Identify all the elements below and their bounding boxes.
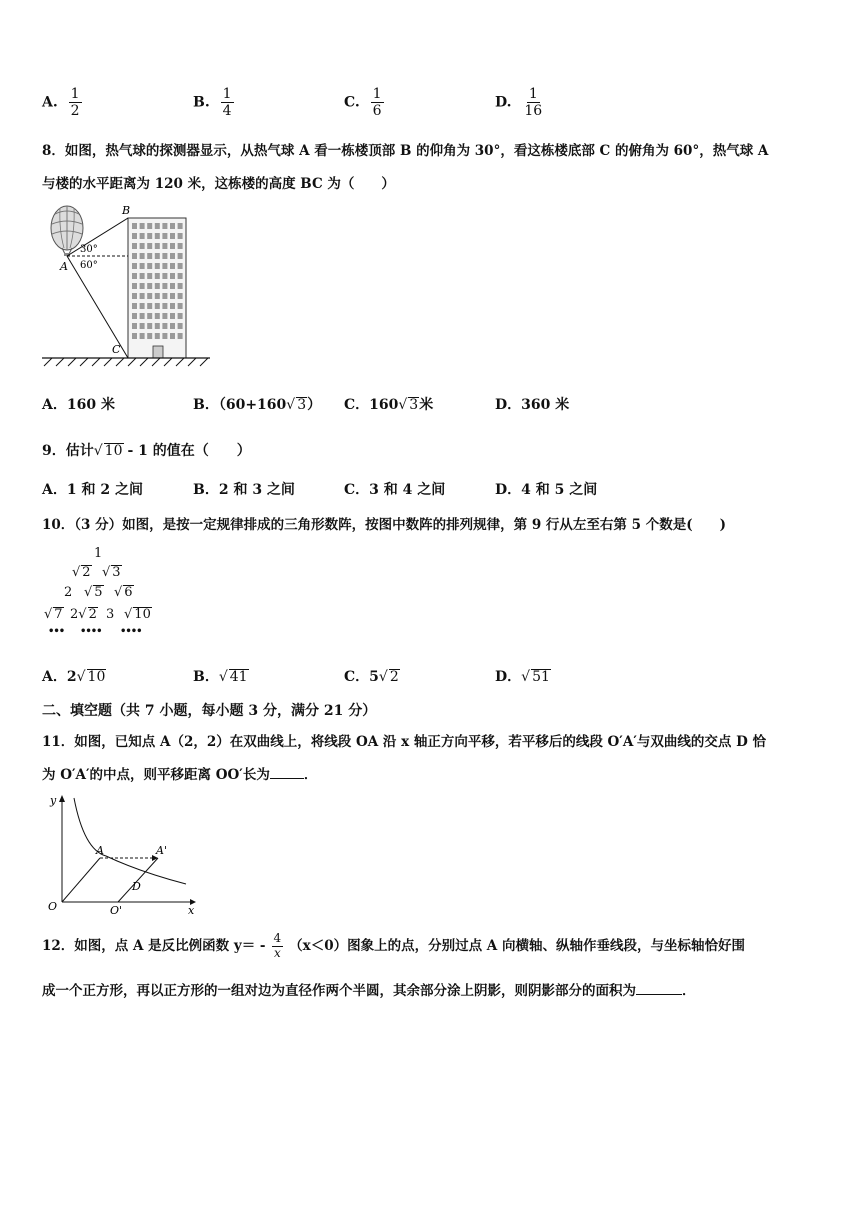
building-window [155, 223, 160, 229]
building-window [147, 303, 152, 309]
building-window [132, 243, 137, 249]
building-window [140, 323, 145, 329]
building-window [178, 283, 183, 289]
building-window [162, 263, 167, 269]
label-a: A [60, 260, 68, 273]
q8-figure-balloon-building [40, 200, 220, 370]
building-window [178, 263, 183, 269]
building-window [132, 263, 137, 269]
angle-30: 30° [80, 244, 98, 255]
tri-dots-2: •••• [80, 626, 102, 637]
q9-option-a: A．1 和 2 之间 [42, 482, 143, 498]
tri-r3b: √ 5 [84, 585, 103, 600]
building-window [162, 253, 167, 259]
building-icon [128, 218, 186, 358]
building-window [155, 263, 160, 269]
building-window [132, 233, 137, 239]
building-window [162, 323, 167, 329]
building-window [147, 273, 152, 279]
building-window [147, 253, 152, 259]
q11-figure-hyperbola [40, 790, 200, 920]
building-window [140, 243, 145, 249]
building-window [155, 283, 160, 289]
label-a: A [96, 844, 104, 857]
axis-x-label: x [188, 904, 195, 917]
building-window [162, 273, 167, 279]
building-window [162, 313, 167, 319]
building-window [140, 273, 145, 279]
building-window [178, 223, 183, 229]
building-window [162, 283, 167, 289]
building-window [147, 323, 152, 329]
building-window [155, 253, 160, 259]
building-window [155, 293, 160, 299]
building-window [178, 253, 183, 259]
building-window [147, 233, 152, 239]
building-window [132, 283, 137, 289]
q8-option-a: A．160 米 [42, 397, 115, 413]
building-window [155, 233, 160, 239]
building-window [155, 323, 160, 329]
tri-r4e: √ 10 [124, 607, 151, 622]
label-c: C [112, 343, 121, 356]
building-window [170, 283, 175, 289]
building-window [170, 303, 175, 309]
building-window [155, 313, 160, 319]
building-window [178, 313, 183, 319]
q11-text-line1: 11．如图，已知点 A（2，2）在双曲线上，将线段 OA 沿 x 轴正方向平移，若平移后的线段 O′A′与双曲线的交点 D 恰 [42, 734, 766, 750]
building-window [132, 313, 137, 319]
building-window [170, 313, 175, 319]
q8-option-d: D．360 米 [495, 397, 570, 413]
building-window [147, 263, 152, 269]
building-window [132, 273, 137, 279]
building-window [170, 243, 175, 249]
q12-text-line1: 12．如图，点 A 是反比例函数 y＝ - $\frac{4}{x}$ （x＜0）图象上的点，分别过点 A 向横轴、纵轴作垂线段，与坐标轴恰好围 [42, 931, 745, 960]
building-window [155, 273, 160, 279]
building-window [147, 313, 152, 319]
building-window [140, 293, 145, 299]
q10-text: 10．（3 分）如图，是按一定规律排成的三角形数阵，按图中数阵的排列规律，第 9 行从左至右第 5 个数是( ) [42, 517, 726, 533]
label-o-prime: O' [110, 904, 123, 917]
building-window [178, 333, 183, 339]
building-window [170, 323, 175, 329]
q10-number-triangle [44, 544, 174, 644]
building-window [170, 233, 175, 239]
building-window [178, 233, 183, 239]
building-window [178, 243, 183, 249]
building-window [170, 253, 175, 259]
tri-r4d: 3 [106, 607, 115, 622]
q7-option-a: A. $\frac{1}{2}$ [42, 86, 80, 120]
building-window [132, 253, 137, 259]
q8-option-c: C．160√ 3米 [344, 397, 434, 413]
building-window [140, 303, 145, 309]
label-a-prime: A' [156, 844, 167, 857]
building-window [170, 263, 175, 269]
q9-option-d: D．4 和 5 之间 [495, 482, 598, 498]
building-window [140, 263, 145, 269]
building-window [162, 223, 167, 229]
building-window [147, 223, 152, 229]
building-window [132, 323, 137, 329]
building-window [155, 243, 160, 249]
building-window [178, 293, 183, 299]
building-window [162, 303, 167, 309]
tri-r2b: √ 3 [102, 565, 121, 580]
q10-option-b: B．√ 41 [193, 669, 248, 685]
tri-r3c: √ 6 [114, 585, 133, 600]
building-window [147, 333, 152, 339]
label-d: D [132, 880, 141, 893]
q11-text-line2: 为 O′A′的中点，则平移距离 OO′长为 ． [42, 767, 318, 783]
axis-y-label: y [50, 794, 57, 807]
building-window [162, 243, 167, 249]
q10-option-a: A．2√ 10 [42, 669, 106, 685]
building-window [147, 243, 152, 249]
building-window [147, 283, 152, 289]
building-window [140, 233, 145, 239]
building-window [132, 223, 137, 229]
building-window [162, 233, 167, 239]
q8-text-line1: 8．如图，热气球的探测器显示，从热气球 A 看一栋楼顶部 B 的仰角为 30°，看这栋楼底部 C 的俯角为 60°，热气球 A [42, 143, 769, 159]
label-o: O [48, 900, 58, 913]
building-window [140, 253, 145, 259]
building-window [132, 293, 137, 299]
building-window [132, 333, 137, 339]
q10-option-d: D．√ 51 [495, 669, 550, 685]
tri-dots-3: •••• [120, 626, 142, 637]
section-2-heading: 二、填空题（共 7 小题，每小题 3 分，满分 21 分） [42, 703, 377, 719]
q8-text-line2: 与楼的水平距离为 120 米，这栋楼的高度 BC 为（ ） [42, 176, 395, 192]
q7-option-d: D. $\frac{1}{16}$ [495, 86, 543, 120]
tri-r1: 1 [94, 546, 103, 561]
q9-text: 9．估计√ 10 - 1 的值在（ ） [42, 443, 251, 459]
building-window [140, 283, 145, 289]
building-window [162, 333, 167, 339]
q8-option-b: B．（60+160√ 3） [193, 397, 322, 413]
tri-r4b: 2√ 2 [70, 607, 97, 622]
q9-option-b: B．2 和 3 之间 [193, 482, 295, 498]
building-window [132, 303, 137, 309]
building-window [162, 293, 167, 299]
q7-option-b: B. $\frac{1}{4}$ [193, 86, 232, 120]
tri-r2a: √ 2 [72, 565, 91, 580]
q10-option-c: C．5√ 2 [344, 669, 399, 685]
building-window [170, 273, 175, 279]
tri-dots-1: ••• [48, 626, 65, 637]
building-window [178, 303, 183, 309]
building-window [170, 333, 175, 339]
building-window [178, 273, 183, 279]
tri-r4a: √ 7 [44, 607, 63, 622]
building-window [170, 223, 175, 229]
label-b: B [122, 204, 131, 217]
building-window [155, 333, 160, 339]
q9-option-c: C．3 和 4 之间 [344, 482, 446, 498]
building-window [155, 303, 160, 309]
building-window [147, 293, 152, 299]
q12-text-line2: 成一个正方形，再以正方形的一组对边为直径作两个半圆，其余部分涂上阴影，则阴影部分的面积为 ． [42, 983, 696, 999]
building-window [140, 333, 145, 339]
angle-60: 60° [80, 260, 98, 271]
building-window [140, 313, 145, 319]
tri-r3a: 2 [64, 585, 73, 600]
building-window [140, 223, 145, 229]
building-window [178, 323, 183, 329]
building-window [170, 293, 175, 299]
q7-option-c: C. $\frac{1}{6}$ [344, 86, 382, 120]
